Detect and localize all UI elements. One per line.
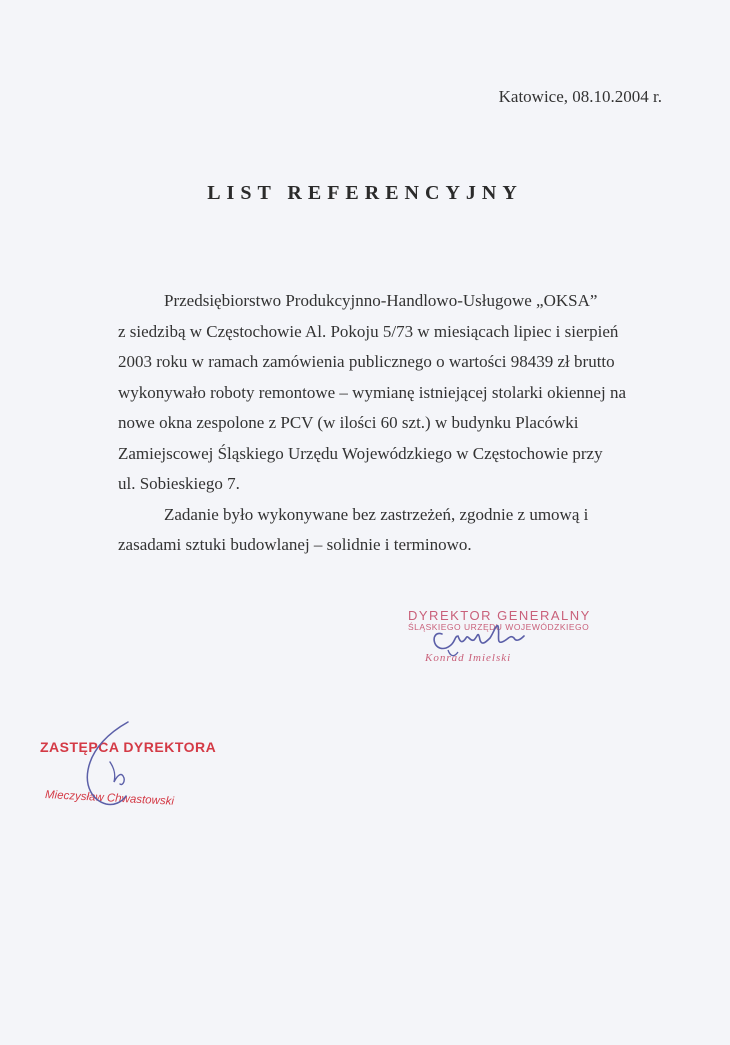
body-line: ul. Sobieskiego 7. [118,474,240,493]
body-line: 2003 roku w ramach zamówienia publicznego o wartości 98439 zł brutto [118,352,615,371]
body-line: zasadami sztuki budowlanej – solidnie i terminowo. [118,535,472,554]
director-signature [424,612,544,660]
deputy-stamp-title: ZASTĘPCA DYREKTORA [40,739,217,755]
body-line: Przedsiębiorstwo Produkcyjnno-Handlowo-Usługowe „OKSA” [164,291,598,310]
body-line: Zadanie było wykonywane bez zastrzeżeń, zgodnie z umową i [164,504,589,524]
letter-date: Katowice, 08.10.2004 r. [498,87,662,106]
body-line: nowe okna zespolone z PCV (w ilości 60 szt.) w budynku Placówki [118,413,579,432]
director-stamp-name: Konrad Imielski [425,652,512,664]
deputy-signature [70,718,150,813]
body-line: z siedzibą w Częstochowie Al. Pokoju 5/73 w miesiącach lipiec i sierpień [118,321,619,341]
director-stamp-title: DYREKTOR GENERALNY [408,608,591,623]
letter-body [118,286,638,561]
deputy-stamp-name: Mieczysław Chwastowski [44,789,175,808]
letter-title: LIST REFERENCYJNY [207,182,523,204]
body-line: Zamiejscowej Śląskiego Urzędu Wojewódzkiego w Częstochowie przy [118,443,603,463]
director-stamp-office: ŚLĄSKIEGO URZĘDU WOJEWÓDZKIEGO [408,622,590,632]
body-line: wykonywało roboty remontowe – wymianę istniejącej stolarki okiennej na [118,382,626,402]
